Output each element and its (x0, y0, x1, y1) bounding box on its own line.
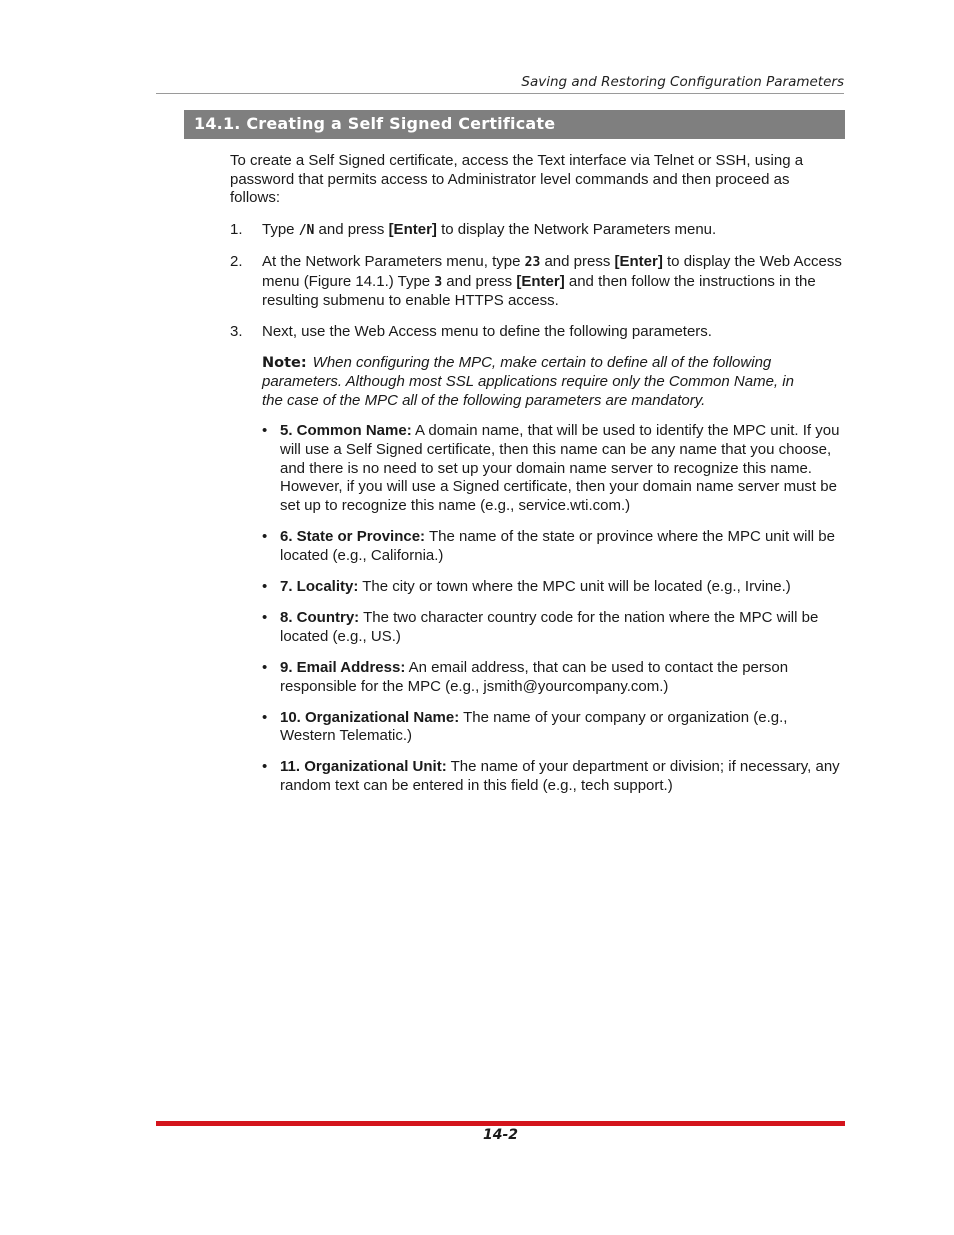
note (262, 354, 812, 410)
bullet-marker: • (262, 422, 268, 440)
parameter-list (262, 422, 845, 796)
list-item (262, 422, 845, 516)
body-content (230, 152, 845, 808)
bullet-marker: • (262, 577, 268, 595)
command-code: /N (298, 222, 315, 238)
running-header: Saving and Restoring Configuration Parameters (521, 74, 844, 90)
bullet-marker: • (262, 528, 268, 546)
section-heading-bar (184, 110, 845, 139)
footer-divider (156, 1121, 845, 1126)
key-label: [Enter] (614, 252, 663, 270)
parameter-description: The city or town where the MPC unit will be located (e.g., Irvine.) (358, 577, 791, 595)
parameter-description: The name of the state or province where the MPC unit will be located (e.g., California.) (280, 528, 835, 564)
header-divider (156, 93, 844, 94)
step-1 (230, 221, 845, 241)
key-label: [Enter] (516, 272, 565, 290)
step-text: Type (262, 220, 299, 238)
note-text: When configuring the MPC, make certain to define all of the following parameters. Although most SSL applications require only the Common Name, in the case of the MPC all of the following parameters are mandatory. (262, 354, 794, 409)
command-code: 3 (434, 274, 443, 290)
step-text: and press (314, 220, 389, 238)
parameter-description: The two character country code for the nation where the MPC will be located (e.g., US.) (280, 609, 819, 645)
parameter-label: 10. Organizational Name: (280, 708, 460, 726)
step-text: and press (540, 252, 615, 270)
step-text: At the Network Parameters menu, type (262, 252, 525, 270)
parameter-label: 9. Email Address: (280, 658, 406, 676)
parameter-label: 8. Country: (280, 609, 360, 627)
list-item (262, 609, 845, 646)
step-3 (230, 323, 845, 342)
step-2 (230, 253, 845, 311)
command-code: 23 (524, 254, 541, 270)
step-number: 2. (230, 252, 243, 270)
parameter-label: 5. Common Name: (280, 422, 412, 440)
parameter-description: The name of your company or organization (e.g., Western Telematic.) (280, 708, 788, 745)
list-item (262, 528, 845, 565)
step-text: Next, use the Web Access menu to define the following parameters. (262, 323, 712, 341)
parameter-description: The name of your department or division; if necessary, any random text can be entered in this field (e.g., tech support.) (280, 758, 840, 795)
key-label: [Enter] (388, 220, 437, 238)
parameter-description: A domain name, that will be used to identify the MPC unit. If you will use a Self Signed certificate, then this name can be any name that you choose, and there is no need to set up your domain name server to recognize this name. However, if you will use a Signed certificate, then your domain name server must be set up to recognize this name (e.g., service.wti.com.) (280, 422, 840, 515)
intro-paragraph: To create a Self Signed certificate, access the Text interface via Telnet or SSH, using a password that permits access to Administrator level commands and then proceed as follows: (230, 152, 804, 207)
parameter-description: An email address, that can be used to contact the person responsible for the MPC (e.g., jsmith@yourcompany.com.) (280, 658, 789, 695)
page-number: 14-2 (482, 1127, 519, 1143)
list-item (262, 578, 845, 597)
step-text: to display the Network Parameters menu. (436, 220, 717, 238)
list-item (262, 659, 845, 696)
parameter-label: 6. State or Province: (280, 528, 426, 546)
note-label: Note: (262, 355, 307, 372)
bullet-marker: • (262, 708, 268, 726)
list-item (262, 758, 845, 795)
step-text: and press (442, 272, 517, 290)
parameter-label: 7. Locality: (280, 577, 359, 595)
step-text: and then follow the instructions in the resulting submenu to enable HTTPS access. (262, 272, 816, 310)
step-text: to display the Web Access menu (Figure 14.1.) Type (262, 252, 842, 290)
step-number: 3. (230, 323, 243, 341)
bullet-marker: • (262, 658, 268, 676)
bullet-marker: • (262, 758, 268, 776)
bullet-marker: • (262, 609, 268, 627)
section-title: 14.1. Creating a Self Signed Certificate (194, 114, 556, 133)
list-item (262, 709, 845, 746)
step-number: 1. (230, 220, 243, 238)
parameter-label: 11. Organizational Unit: (280, 758, 447, 776)
